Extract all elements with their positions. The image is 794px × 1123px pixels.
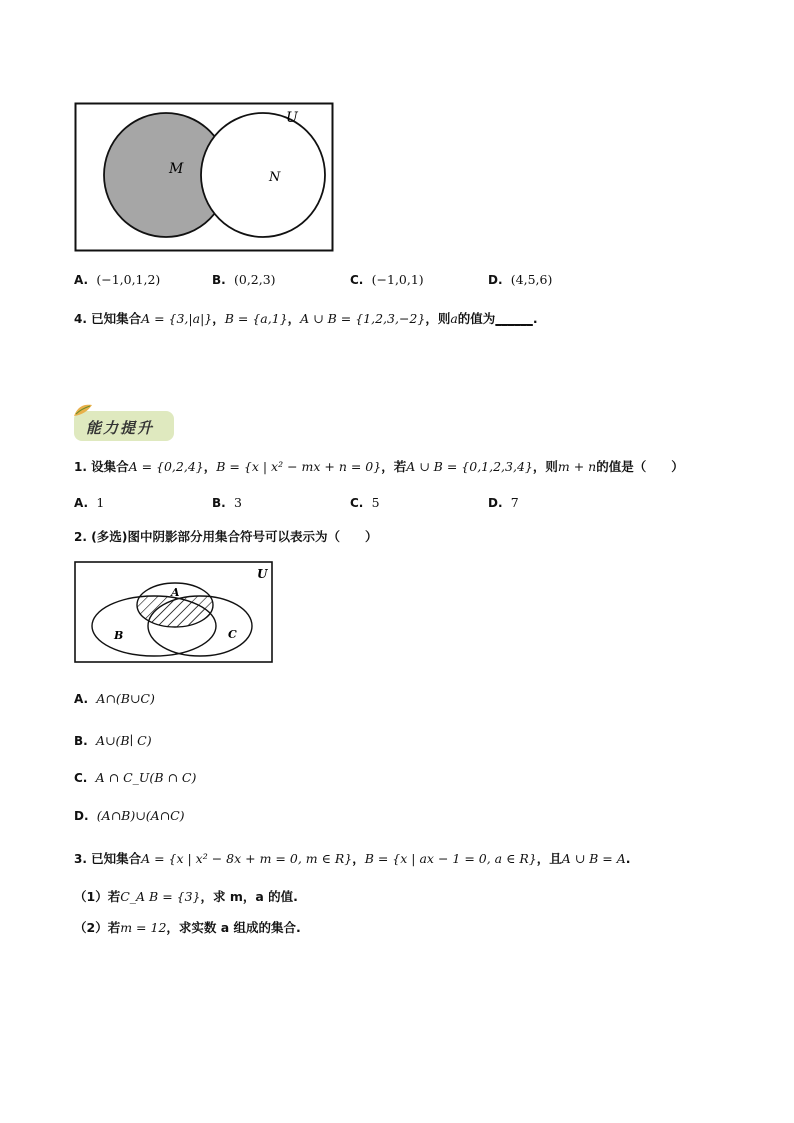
option-c[interactable]: C. (−1,0,1)	[350, 272, 424, 287]
p2-option-b[interactable]: B. A∪(B∣ C)	[74, 733, 152, 748]
p2-option-d[interactable]: D. (A∩B)∪(A∩C)	[74, 808, 185, 823]
set-a-label: A	[171, 586, 180, 599]
set-b-label: B	[114, 629, 124, 642]
problem-2: 2. (多选)图中阴影部分用集合符号可以表示为（ ）	[74, 529, 378, 544]
p1-option-c[interactable]: C. 5	[350, 495, 380, 510]
venn-diagram-m-n	[74, 102, 336, 254]
problem-3-part-1: （1）若C_A B = {3}，求 m，a 的值.	[74, 889, 298, 904]
option-b[interactable]: B. (0,2,3)	[212, 272, 276, 287]
p2-option-a[interactable]: A. A∩(B∪C)	[74, 691, 155, 706]
problem-1: 1. 设集合A = {0,2,4}，B = {x | x² − mx + n = 0}，若A ∪ B = {0,1,2,3,4}，则m + n的值是（ ）	[74, 459, 684, 474]
set-n-label: N	[269, 170, 281, 185]
universe-label: U	[286, 110, 298, 126]
problem-3-part-2: （2）若m = 12，求实数 a 组成的集合.	[74, 920, 301, 935]
universe-label: U	[257, 567, 268, 581]
option-d[interactable]: D. (4,5,6)	[488, 272, 553, 287]
p1-option-a[interactable]: A. 1	[74, 495, 105, 510]
option-a[interactable]: A. (−1,0,1,2)	[74, 272, 161, 287]
question-4: 4. 已知集合A = {3,|a|}，B = {a,1}，A ∪ B = {1,2,3,−2}，则a的值为______.	[74, 311, 538, 326]
p1-option-b[interactable]: B. 3	[212, 495, 242, 510]
set-c-label: C	[228, 628, 237, 641]
answer-blank: ______	[495, 311, 533, 326]
problem-3: 3. 已知集合A = {x | x² − 8x + m = 0, m ∈ R}，B = {x | ax − 1 = 0, a ∈ R}，且A ∪ B = A.	[74, 851, 631, 866]
p2-option-c[interactable]: C. A ∩ C_U(B ∩ C)	[74, 770, 197, 785]
set-n-circle	[201, 113, 325, 237]
leaf-icon	[72, 402, 94, 418]
section-badge: 能力提升	[74, 411, 174, 441]
p1-option-d[interactable]: D. 7	[488, 495, 519, 510]
venn-diagram-a-b-c	[74, 561, 274, 665]
set-m-label: M	[169, 161, 184, 177]
